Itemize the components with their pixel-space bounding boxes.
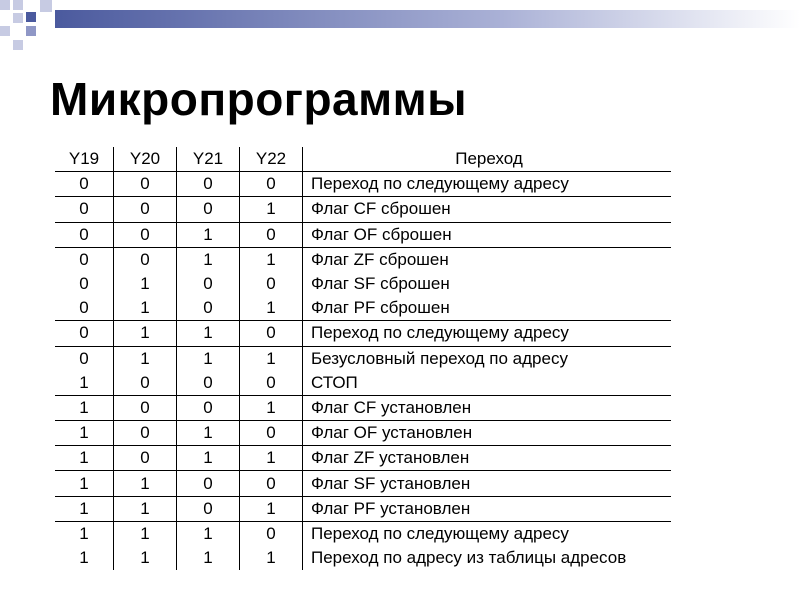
- cell-y21: 1: [177, 546, 240, 570]
- cell-y19: 0: [55, 346, 114, 371]
- table-row: [55, 421, 671, 446]
- cell-y22: 0: [240, 521, 303, 546]
- cell-y19: 1: [55, 371, 114, 396]
- cell-transition: Флаг PF установлен: [303, 496, 672, 521]
- cell-y21: 1: [177, 222, 240, 247]
- cell-transition: Флаг CF установлен: [303, 395, 672, 420]
- cell-transition: Флаг OF сброшен: [303, 222, 672, 247]
- cell-y21: 0: [177, 471, 240, 496]
- cell-y19: 1: [55, 546, 114, 570]
- table-row: [55, 321, 671, 346]
- cell-transition: Безусловный переход по адресу: [311, 348, 568, 368]
- cell-transition: Флаг ZF сброшен: [311, 249, 449, 269]
- cell-y19: 0: [55, 296, 114, 321]
- cell-y19: 0: [55, 247, 114, 272]
- cell-y19: 0: [55, 222, 114, 247]
- cell-y22: 0: [240, 172, 303, 197]
- header-gradient-bar: [55, 10, 800, 28]
- cell-y22: 1: [240, 296, 303, 321]
- cell-transition: СТОП: [303, 371, 672, 396]
- cell-y22: 1: [240, 247, 303, 272]
- cell-transition: Переход по следующему адресу: [311, 523, 569, 543]
- table-row: [55, 172, 671, 197]
- cell-y21: 0: [177, 197, 240, 222]
- cell-y20: 0: [114, 247, 177, 272]
- cell-y20: 0: [114, 197, 177, 222]
- table-row: [55, 296, 671, 321]
- cell-y20: 1: [114, 521, 177, 546]
- cell-y20: 0: [114, 172, 177, 197]
- cell-y20: 0: [114, 446, 177, 471]
- cell-transition: Флаг CF сброшен: [303, 197, 672, 222]
- cell-y21: 1: [177, 247, 240, 272]
- table-row: [55, 546, 671, 570]
- cell-y21: 0: [177, 272, 240, 296]
- cell-y20: 1: [114, 471, 177, 496]
- cell-transition: Флаг PF сброшен: [303, 296, 672, 321]
- cell-y20: 0: [114, 371, 177, 396]
- cell-y21: 0: [177, 496, 240, 521]
- cell-y22: 0: [240, 421, 303, 446]
- cell-transition: Переход по следующему адресу: [303, 172, 672, 197]
- cell-y19: 1: [55, 421, 114, 446]
- table-row: [55, 521, 671, 546]
- cell-y20: 1: [114, 346, 177, 371]
- cell-y20: 1: [114, 321, 177, 346]
- cell-transition: Флаг ZF установлен: [303, 446, 672, 471]
- cell-y22: 1: [240, 546, 303, 570]
- slide-title: Микропрограммы: [50, 73, 467, 125]
- cell-y21: 1: [177, 321, 240, 346]
- table-row: [55, 446, 671, 471]
- cell-y21: 1: [177, 446, 240, 471]
- cell-y22: 1: [240, 197, 303, 222]
- cell-y22: 0: [240, 371, 303, 396]
- table-row: [55, 371, 671, 396]
- cell-y20: 1: [114, 496, 177, 521]
- table-row: [55, 496, 671, 521]
- cell-y19: 0: [55, 197, 114, 222]
- cell-y20: 0: [114, 395, 177, 420]
- cell-y19: 1: [55, 471, 114, 496]
- table-row: [55, 222, 671, 247]
- cell-y19: 1: [55, 395, 114, 420]
- cell-y19: 0: [55, 272, 114, 296]
- table-row: [55, 471, 671, 496]
- header-transition: Переход: [303, 147, 672, 172]
- cell-y21: 0: [177, 371, 240, 396]
- cell-y22: 1: [240, 346, 303, 371]
- table-row: [55, 346, 671, 371]
- cell-y22: 1: [240, 496, 303, 521]
- cell-y22: 0: [240, 222, 303, 247]
- table-row: [55, 395, 671, 420]
- cell-y20: 0: [114, 222, 177, 247]
- cell-y20: 0: [114, 421, 177, 446]
- table-row: [55, 272, 671, 296]
- cell-y22: 0: [240, 471, 303, 496]
- cell-y20: 1: [114, 296, 177, 321]
- cell-transition: Флаг SF установлен: [303, 471, 672, 496]
- header-y19: Y19: [55, 147, 114, 172]
- corner-squares-decoration: [0, 0, 60, 60]
- header-y21: Y21: [177, 147, 240, 172]
- cell-y22: 0: [240, 321, 303, 346]
- header-y20: Y20: [114, 147, 177, 172]
- cell-y19: 1: [55, 521, 114, 546]
- table-body: [55, 172, 671, 571]
- microprogram-table: [55, 147, 671, 570]
- cell-y19: 1: [55, 496, 114, 521]
- cell-y22: 0: [240, 272, 303, 296]
- cell-y19: 1: [55, 446, 114, 471]
- cell-y19: 0: [55, 172, 114, 197]
- cell-y21: 0: [177, 296, 240, 321]
- header-y22: Y22: [240, 147, 303, 172]
- cell-y21: 0: [177, 172, 240, 197]
- cell-transition: Переход по следующему адресу: [303, 321, 672, 346]
- cell-y19: 0: [55, 321, 114, 346]
- cell-y20: 1: [114, 272, 177, 296]
- table-header-row: [55, 147, 671, 172]
- cell-transition: Переход по адресу из таблицы адресов: [311, 548, 627, 568]
- cell-y21: 1: [177, 346, 240, 371]
- cell-y21: 1: [177, 421, 240, 446]
- cell-y22: 1: [240, 446, 303, 471]
- table-row: [55, 247, 671, 272]
- cell-y20: 1: [114, 546, 177, 570]
- cell-y21: 0: [177, 395, 240, 420]
- cell-transition: Флаг OF установлен: [303, 421, 672, 446]
- cell-y21: 1: [177, 521, 240, 546]
- cell-y22: 1: [240, 395, 303, 420]
- cell-transition: Флаг SF сброшен: [311, 274, 450, 294]
- table-row: [55, 197, 671, 222]
